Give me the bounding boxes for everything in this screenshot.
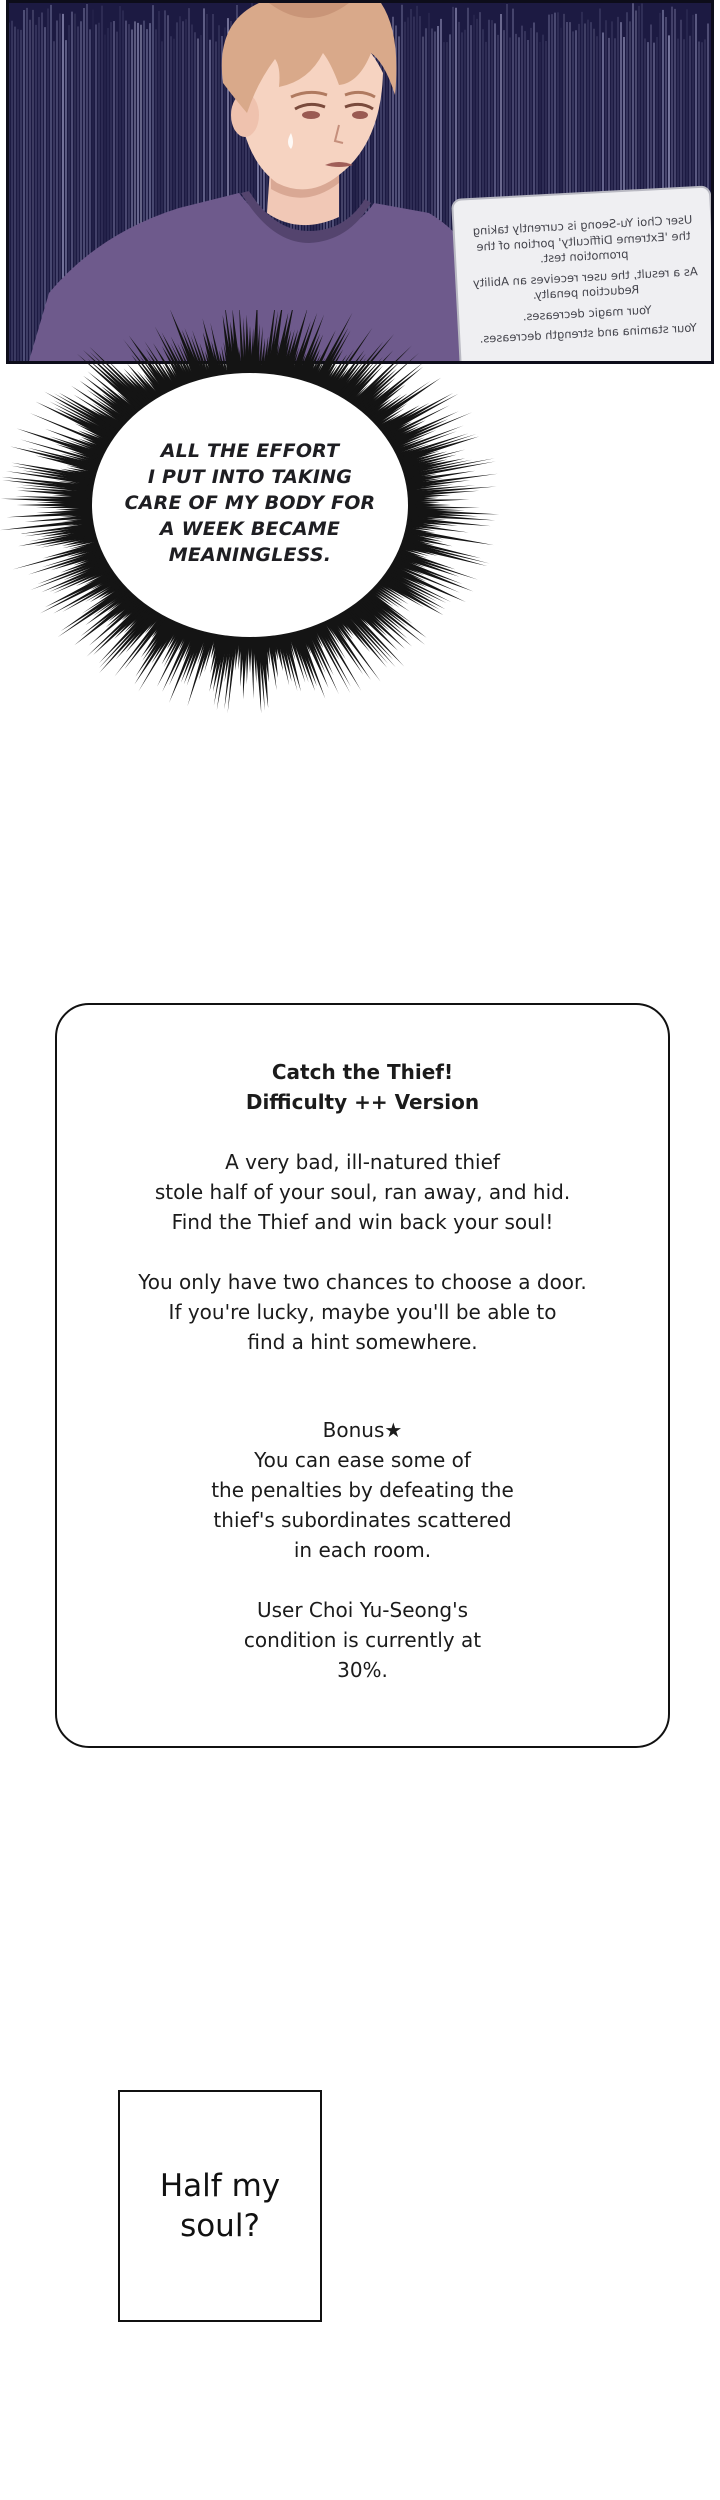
notice-line: Find the Thief and win back your soul! — [171, 1210, 554, 1234]
system-message-line: Your magic decreases. — [522, 302, 652, 323]
notice-subtitle-line: Difficulty ++ Version — [245, 1090, 480, 1114]
spiky-thought-bubble — [0, 310, 500, 720]
narration-line: A WEEK BECAME — [159, 518, 341, 540]
notice-line: in each room. — [293, 1538, 432, 1562]
notice-line: find a hint somewhere. — [247, 1330, 478, 1354]
game-notice-box — [55, 1003, 670, 1748]
speech-line: soul? — [180, 2208, 260, 2244]
system-message-line: Your stamina and strength decreases. — [479, 320, 698, 346]
system-message-line: User Choi Yu-Seong is currently taking the 'Extreme Difficulty' portion of the promotion test. — [472, 212, 693, 266]
system-message-line: As a result, the user receives an Ability Reduction penalty. — [472, 263, 698, 302]
notice-paragraph-bonus — [57, 1415, 668, 1565]
narration-line: CARE OF MY BODY FOR — [124, 492, 376, 514]
notice-paragraph-condition — [57, 1595, 668, 1685]
notice-line: stole half of your soul, ran away, and hid. — [154, 1180, 571, 1204]
notice-line: the penalties by defeating the — [211, 1478, 514, 1502]
notice-paragraph-story — [57, 1147, 668, 1237]
system-message-text — [468, 212, 702, 347]
notice-title — [57, 1057, 668, 1117]
narration-line: I PUT INTO TAKING — [147, 466, 353, 488]
notice-line: If you're lucky, maybe you'll be able to — [168, 1300, 557, 1324]
comic-panel-speech — [118, 2090, 322, 2322]
notice-line: thief's subordinates scattered — [213, 1508, 512, 1532]
narration-line: ALL THE EFFORT — [160, 440, 340, 462]
notice-bonus-heading: Bonus★ — [322, 1418, 403, 1442]
speech-text — [160, 2166, 280, 2246]
notice-line: User Choi Yu-Seong's — [256, 1598, 469, 1622]
notice-line: condition is currently at — [243, 1628, 482, 1652]
notice-line: A very bad, ill-natured thief — [225, 1150, 500, 1174]
speech-line: Half my — [159, 2168, 281, 2204]
notice-line: You only have two chances to choose a door. — [138, 1270, 587, 1294]
narration-line: MEANINGLESS. — [168, 544, 332, 566]
notice-line: 30%. — [337, 1658, 388, 1682]
notice-paragraph-doors — [57, 1267, 668, 1357]
notice-title-line: Catch the Thief! — [271, 1060, 454, 1084]
notice-line: You can ease some of — [254, 1448, 471, 1472]
narration-text — [120, 438, 380, 568]
